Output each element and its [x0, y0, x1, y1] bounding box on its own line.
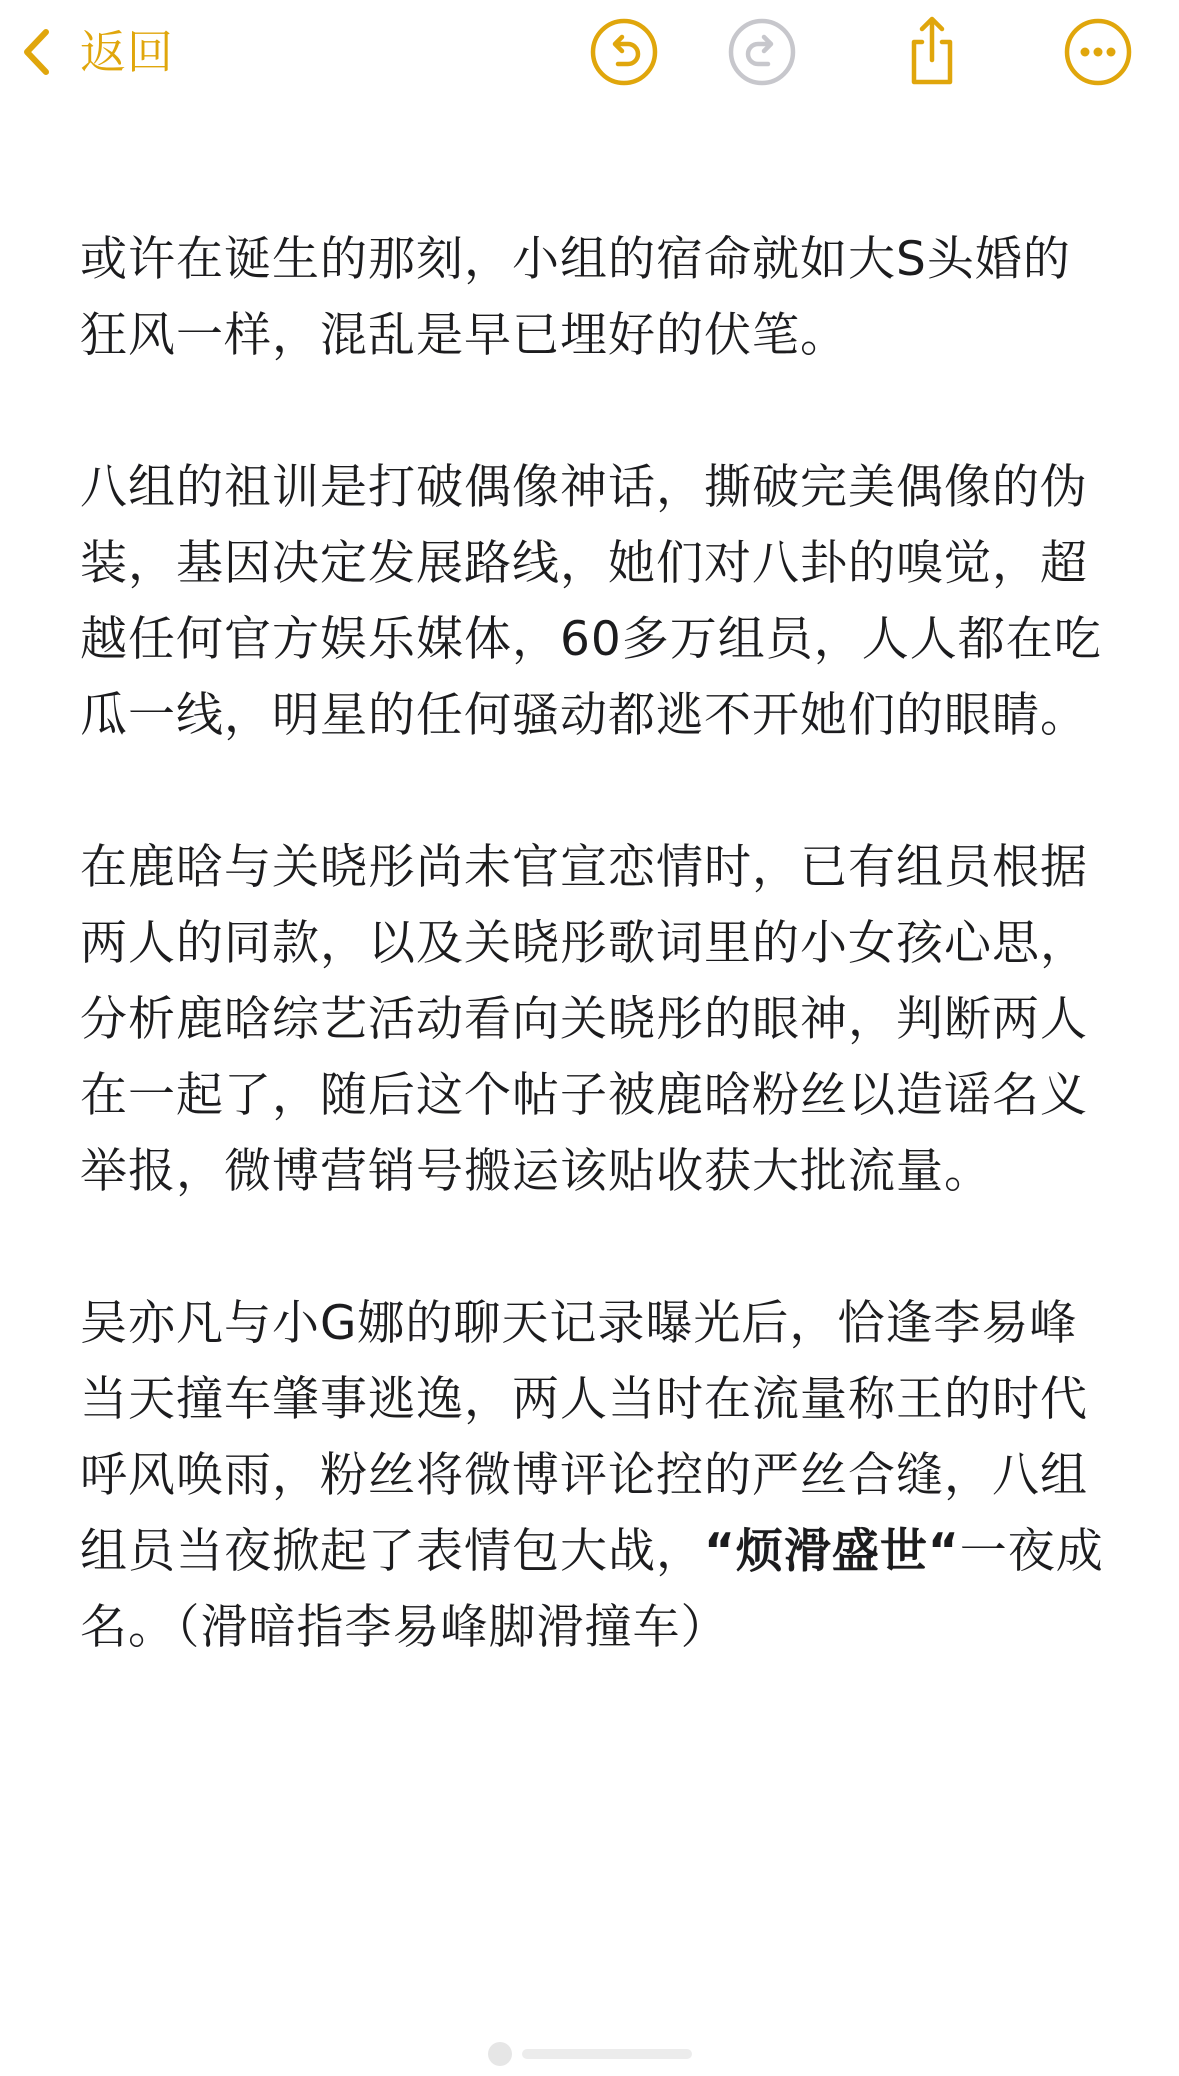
- watermark-text-shape: [522, 2049, 692, 2059]
- more-button[interactable]: [1060, 14, 1136, 90]
- share-button[interactable]: [894, 14, 970, 90]
- more-icon: [1060, 14, 1136, 90]
- note-text: 吴亦凡与小G娜的聊天记录曝光后，恰逢李易峰当天撞车肇事逃逸，两人当时在流量称王的时代呼风唤雨，粉丝将微博评论控的严丝合缝，八组组员当夜掀起了表情包大战，: [80, 1296, 1088, 1579]
- share-icon: [894, 14, 970, 90]
- undo-button[interactable]: [586, 14, 662, 90]
- watermark: [488, 2040, 708, 2068]
- back-button[interactable]: [22, 22, 174, 82]
- note-paragraph: 在鹿晗与关晓彤尚未官宣恋情时，已有组员根据两人的同款，以及关晓彤歌词里的小女孩心思，分析鹿晗综艺活动看向关晓彤的眼神，判断两人在一起了，随后这个帖子被鹿晗粉丝以造谣名义举报，微博营销号搬运该贴收获大批流量。: [80, 840, 1088, 1199]
- toolbar: [0, 0, 1179, 110]
- redo-button[interactable]: [724, 14, 800, 90]
- back-label: 返回: [80, 25, 174, 79]
- note-paragraph: 八组的祖训是打破偶像神话，撕破完美偶像的伪装，基因决定发展路线，她们对八卦的嗅觉，超越任何官方娱乐媒体，60多万组员，人人都在吃瓜一线，明星的任何骚动都逃不开她们的眼睛。: [80, 460, 1102, 743]
- note-body[interactable]: [80, 222, 1115, 1742]
- chevron-left-icon: [22, 28, 50, 76]
- note-text: 一夜成名。（滑暗指李易峰脚滑撞车）: [80, 1524, 1104, 1655]
- note-paragraph: 或许在诞生的那刻，小组的宿命就如大S头婚的狂风一样，混乱是早已埋好的伏笔。: [80, 232, 1071, 363]
- watermark-logo-icon: [488, 2042, 512, 2066]
- undo-icon: [586, 14, 662, 90]
- note-paragraph-last: [80, 1286, 1115, 1666]
- redo-icon: [724, 14, 800, 90]
- bold-phrase: “烦滑盛世“: [704, 1524, 960, 1579]
